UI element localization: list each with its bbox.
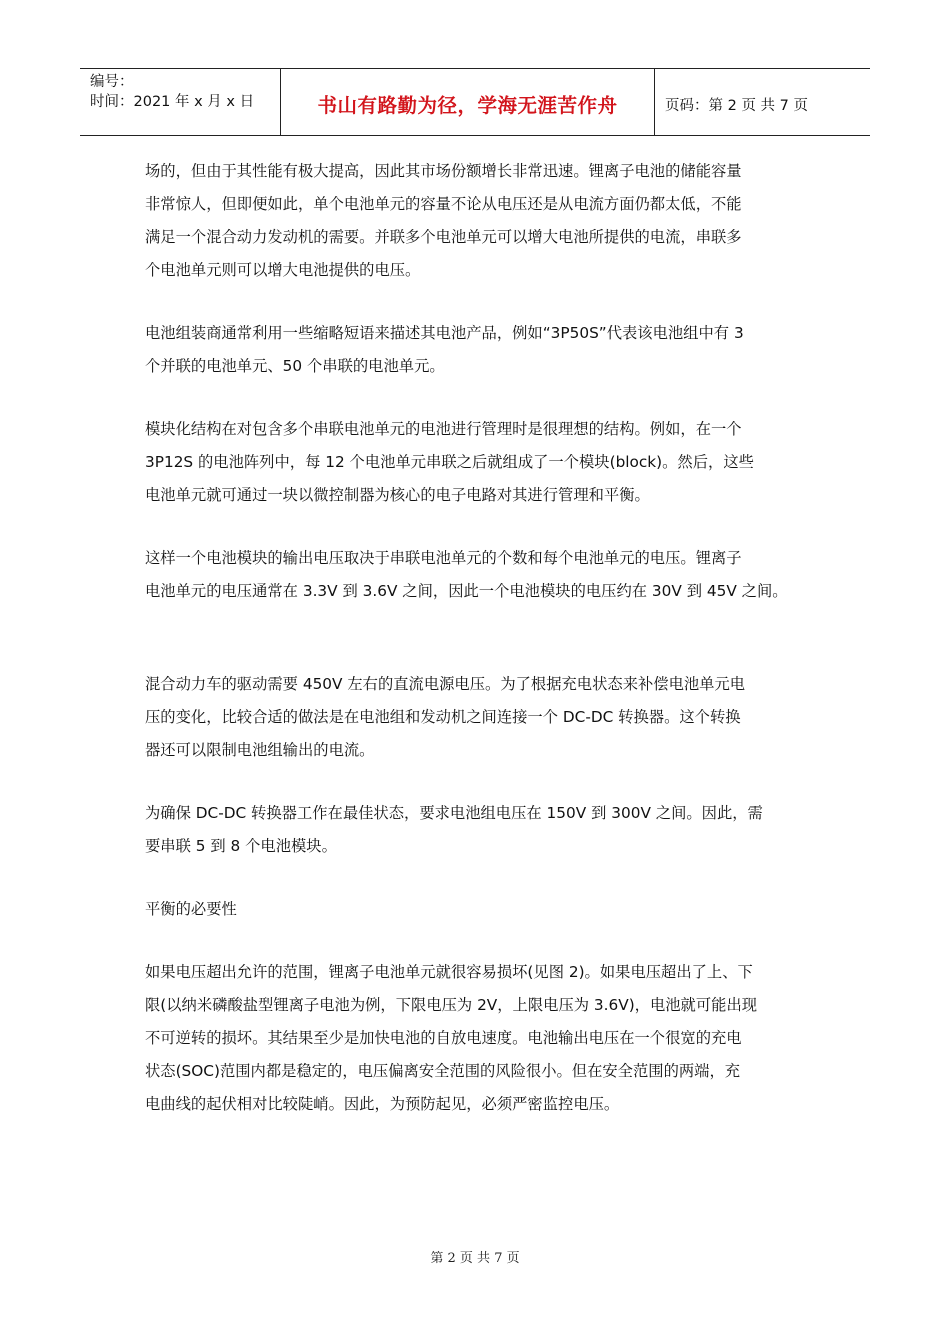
page-header bbox=[80, 68, 870, 136]
body-line: 电池组装商通常利用一些缩略短语来描述其电池产品，例如“3P50S”代表该电池组中有 3 bbox=[145, 324, 744, 342]
body-line: 状态(SOC)范围内都是稳定的，电压偏离安全范围的风险很小。但在安全范围的两端，充 bbox=[145, 1062, 741, 1080]
body-line: 不可逆转的损坏。其结果至少是加快电池的自放电速度。电池输出电压在一个很宽的充电 bbox=[145, 1029, 742, 1047]
header-motto: 书山有路勤为径，学海无涯苦作舟 bbox=[281, 69, 655, 135]
body-line: 混合动力车的驱动需要 450V 左右的直流电源电压。为了根据充电状态来补偿电池单元电 bbox=[145, 675, 746, 693]
body-line: 电曲线的起伏相对比较陡峭。因此，为预防起见，必须严密监控电压。 bbox=[145, 1095, 620, 1113]
header-page-info: 页码：第 2 页 共 7 页 bbox=[665, 97, 808, 114]
body-line: 个电池单元则可以增大电池提供的电压。 bbox=[145, 261, 421, 279]
document-body bbox=[145, 155, 817, 1121]
body-line: 3P12S 的电池阵列中，每 12 个电池单元串联之后就组成了一个模块(block)。然后，这些 bbox=[145, 453, 754, 471]
body-line: 压的变化，比较合适的做法是在电池组和发动机之间连接一个 DC-DC 转换器。这个转换 bbox=[145, 708, 741, 726]
body-line: 个并联的电池单元、50 个串联的电池单元。 bbox=[145, 357, 445, 375]
document-number-label: 编号： bbox=[90, 74, 134, 90]
body-line: 器还可以限制电池组输出的电流。 bbox=[145, 741, 375, 759]
body-line: 满足一个混合动力发动机的需要。并联多个电池单元可以增大电池所提供的电流，串联多 bbox=[145, 228, 742, 246]
body-line: 非常惊人，但即便如此，单个电池单元的容量不论从电压还是从电流方面仍都太低，不能 bbox=[145, 195, 742, 213]
body-line: 为确保 DC-DC 转换器工作在最佳状态，要求电池组电压在 150V 到 300V 之间。因此，需 bbox=[145, 804, 763, 822]
body-line: 限(以纳米磷酸盐型锂离子电池为例，下限电压为 2V，上限电压为 3.6V)，电池就可能出现 bbox=[145, 996, 758, 1014]
body-line: 要串联 5 到 8 个电池模块。 bbox=[145, 837, 337, 855]
body-line: 模块化结构在对包含多个串联电池单元的电池进行管理时是很理想的结构。例如，在一个 bbox=[145, 420, 742, 438]
body-line: 场的，但由于其性能有极大提高，因此其市场份额增长非常迅速。锂离子电池的储能容量 bbox=[145, 162, 742, 180]
document-time-label: 时间：2021 年 x 月 x 日 bbox=[90, 94, 255, 110]
body-line: 如果电压超出允许的范围，锂离子电池单元就很容易损坏(见图 2)。如果电压超出了上、下 bbox=[145, 963, 753, 981]
body-line: 电池单元就可通过一块以微控制器为核心的电子电路对其进行管理和平衡。 bbox=[145, 486, 650, 504]
page-footer: 第 2 页 共 7 页 bbox=[430, 1251, 520, 1266]
section-heading: 平衡的必要性 bbox=[145, 900, 237, 918]
body-line: 这样一个电池模块的输出电压取决于串联电池单元的个数和每个电池单元的电压。锂离子 bbox=[145, 549, 742, 567]
header-meta bbox=[80, 69, 281, 135]
body-line: 电池单元的电压通常在 3.3V 到 3.6V 之间，因此一个电池模块的电压约在 30V 到 45V 之间。 bbox=[145, 582, 788, 600]
